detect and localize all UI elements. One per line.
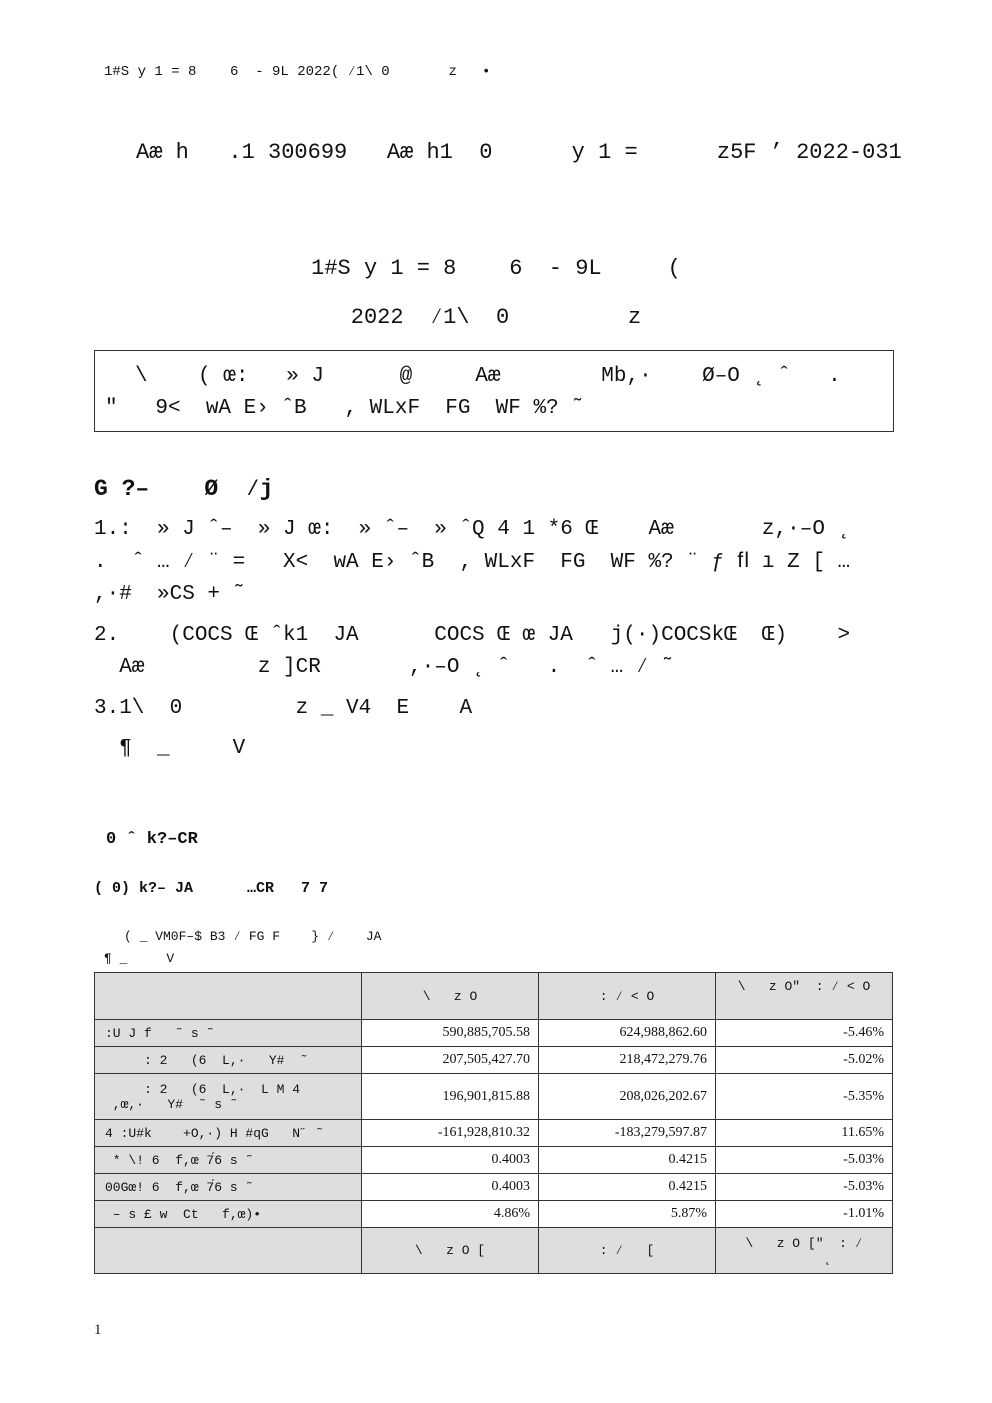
table-row: [95, 1074, 893, 1120]
row-label: 4 :U#k +O,·) H #qG N˝ ˜: [95, 1120, 362, 1147]
cell-current: -161,928,810.32: [362, 1120, 539, 1147]
row-label: :U J f ˜ s ˜: [95, 1020, 362, 1047]
notice-box: [94, 350, 894, 432]
notice-line: " 9< wA E› ˆB , WLxF FG WF %? ˜: [105, 397, 584, 420]
cell-previous: 0.4215: [539, 1147, 716, 1174]
cell-current: 196,901,815.88: [362, 1074, 539, 1120]
cell-change: -5.35%: [716, 1074, 893, 1120]
cell-previous: 0.4215: [539, 1174, 716, 1201]
body-line: 1.: » J ˆ– » J œ: » ˆ– » ˆQ 4 1 *6 Œ Aæ z,·–O ˛: [94, 518, 851, 541]
cell-current: 590,885,705.58: [362, 1020, 539, 1047]
row-label: * \! 6 f,œ 7́6 s ˜: [95, 1147, 362, 1174]
cell-previous: -183,279,597.87: [539, 1120, 716, 1147]
row-label: – s £ w Ct f,œ)•: [95, 1201, 362, 1228]
table-row: [95, 1020, 893, 1047]
cell-change: 11.65%: [716, 1120, 893, 1147]
table-note: ¶ _ V: [104, 951, 175, 966]
footer-cell-label: [95, 1228, 362, 1274]
footer-cell-previous: : ⁄ [: [539, 1228, 716, 1274]
document-meta-line: Aæ h .1 300699 Aæ h1 0 y 1 = z5F ’ 2022-031: [136, 140, 902, 165]
notice-line: \ ( œ: » J @ Aæ Mb,· Ø–O ˛ ˆ .: [135, 365, 841, 388]
cell-change: -1.01%: [716, 1201, 893, 1228]
cell-current: 0.4003: [362, 1147, 539, 1174]
table-footer-row: [95, 1228, 893, 1274]
cell-previous: 5.87%: [539, 1201, 716, 1228]
body-line: 2. (COCS Œ ˆk1 JA COCS Œ œ JA j(·)COCSkŒ Œ) >: [94, 624, 851, 647]
body-line: Aæ z ]CR ,·–O ˛ ˆ . ˆ … ⁄ ˜: [94, 656, 674, 679]
row-label: : 2 (6 L,· Y# ˜: [95, 1047, 362, 1074]
cell-previous: 624,988,862.60: [539, 1020, 716, 1047]
footer-cell-current: \ z O [: [362, 1228, 539, 1274]
row-label: : 2 (6 L,· L M 4 ,œ,· Y# ˜ s ˜: [95, 1074, 362, 1120]
cell-current: 4.86%: [362, 1201, 539, 1228]
table-note: ( _ VM0F–$ B3 ⁄ FG F } ⁄ JA: [124, 929, 382, 944]
header-cell-previous: : ⁄ < O: [539, 973, 716, 1020]
header-cell-change: \ z O" : ⁄ < O: [716, 973, 893, 1020]
section-heading: G ?– Ø ⁄j: [94, 476, 274, 502]
cell-previous: 218,472,279.76: [539, 1047, 716, 1074]
cell-change: -5.46%: [716, 1020, 893, 1047]
table-row: [95, 1120, 893, 1147]
document-title: 1#S y 1 = 8 6 - 9L (: [311, 256, 681, 281]
table-row: [95, 1147, 893, 1174]
table-row: [95, 1174, 893, 1201]
cell-change: -5.03%: [716, 1147, 893, 1174]
table-header-row: [95, 973, 893, 1020]
body-line: ¶ _ V: [94, 737, 246, 760]
cell-change: -5.02%: [716, 1047, 893, 1074]
body-line: 3.1\ 0 z _ V4 E A: [94, 697, 473, 720]
page-number: 1: [94, 1322, 102, 1338]
table-row: [95, 1201, 893, 1228]
table-row: [95, 1047, 893, 1074]
cell-current: 0.4003: [362, 1174, 539, 1201]
header-cell-label: [95, 973, 362, 1020]
cell-change: -5.03%: [716, 1174, 893, 1201]
row-label: 00Gœ! 6 f,œ 7́6 s ˜: [95, 1174, 362, 1201]
running-header: 1#S y 1 = 8 6 - 9L 2022( ⁄1\ 0 z •: [104, 64, 491, 80]
subsection-heading: ( 0) k?– JA …CR 7 7: [94, 880, 329, 897]
header-cell-current: \ z O: [362, 973, 539, 1020]
document-subtitle: 2022 ⁄1\ 0 z: [350, 305, 642, 330]
cell-previous: 208,026,202.67: [539, 1074, 716, 1120]
subsection-heading: 0 ˆ k?–CR: [106, 830, 198, 849]
body-line: ,·# »CS + ˜: [94, 583, 246, 606]
financial-data-table: [94, 972, 893, 1274]
body-line: . ˆ … ⁄ ¨ = X< wA E› ˆB , WLxF FG WF %? ¨ ƒ ﬂ ı Z [ …: [94, 551, 851, 574]
footer-cell-change: \ z O [" : ⁄ ˛: [716, 1228, 893, 1274]
cell-current: 207,505,427.70: [362, 1047, 539, 1074]
